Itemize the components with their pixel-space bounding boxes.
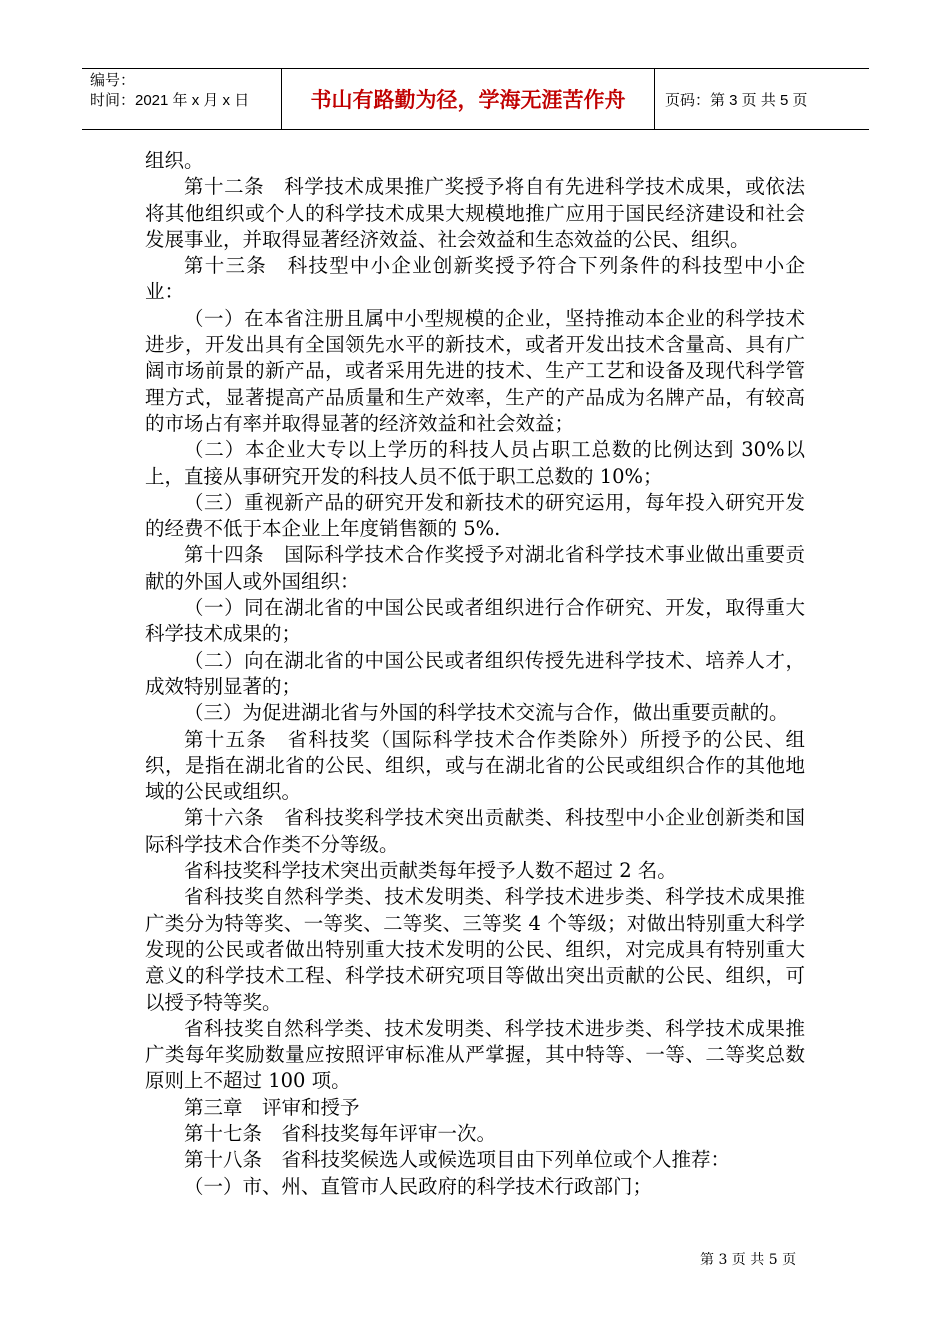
paragraph: 第十五条 省科技奖（国际科学技术合作类除外）所授予的公民、组织，是指在湖北省的公民、组织，或与在湖北省的公民或组织合作的其他地域的公民或组织。 [145,727,805,804]
paragraph: 第十八条 省科技奖候选人或候选项目由下列单位或个人推荐： [184,1148,731,1172]
paragraph: 省科技奖科学技术突出贡献类每年授予人数不超过 2 名。 [184,859,677,883]
header-page-info: 页码：第 3 页 共 5 页 [665,91,808,109]
paragraph: （一）在本省注册且属中小型规模的企业，坚持推动本企业的科学技术进步，开发出具有全国领先水平的新技术，或者开发出技术含量高、具有广阔市场前景的新产品，或者采用先进的技术、生产工艺和设备及现代科学管理方式，显著提高产品质量和生产效率，生产的产品成为名牌产品，有较高的市场占有率并取得显著的经济效益和社会效益； [145,306,805,435]
document-body [145,148,805,1200]
paragraph: （三）重视新产品的研究开发和新技术的研究运用，每年投入研究开发的经费不低于本企业上年度销售额的 5%. [145,490,805,541]
number-label: 编号： [90,72,136,89]
paragraph: 省科技奖自然科学类、技术发明类、科学技术进步类、科学技术成果推广类分为特等奖、一等奖、二等奖、三等奖 4 个等级；对做出特别重大科学发现的公民或者做出特别重大技术发明的公民、组织，对完成具有特别重大意义的科学技术工程、科学技术研究项目等做出突出贡献的公民、组织，可以授予特等奖。 [145,885,805,1014]
chapter-heading: 第三章 评审和授予 [184,1095,360,1119]
time-label: 时间：2021 年 x 月 x 日 [90,92,250,109]
paragraph: 省科技奖自然科学类、技术发明类、科学技术进步类、科学技术成果推广类每年奖励数量应按照评审标准从严掌握，其中特等、一等、二等奖总数原则上不超过 100 项。 [145,1016,805,1093]
paragraph: 第十三条 科技型中小企业创新奖授予符合下列条件的科技型中小企业： [145,254,805,304]
paragraph: （三）为促进湖北省与外国的科学技术交流与合作，做出重要贡献的。 [184,701,789,725]
header-meta [82,69,282,129]
paragraph: （二）向在湖北省的中国公民或者组织传授先进科学技术、培养人才，成效特别显著的； [145,648,805,698]
paragraph: 第十六条 省科技奖科学技术突出贡献类、科技型中小企业创新类和国际科学技术合作类不分等级。 [145,806,805,856]
paragraph: （一）市、州、直管市人民政府的科学技术行政部门； [184,1174,653,1198]
document-header [82,68,869,130]
page-footer: 第 3 页 共 5 页 [700,1252,797,1268]
header-motto: 书山有路勤为径，学海无涯苦作舟 [282,69,655,129]
paragraph: （二）本企业大专以上学历的科技人员占职工总数的比例达到 30%以上，直接从事研究开发的科技人员不低于职工总数的 10%； [145,438,805,488]
paragraph: （一）同在湖北省的中国公民或者组织进行合作研究、开发，取得重大科学技术成果的； [145,596,805,646]
paragraph: 组织。 [145,149,204,172]
paragraph: 第十四条 国际科学技术合作奖授予对湖北省科学技术事业做出重要贡献的外国人或外国组织： [145,543,805,593]
paragraph: 第十七条 省科技奖每年评审一次。 [184,1121,497,1145]
paragraph: 第十二条 科学技术成果推广奖授予将自有先进科学技术成果，或依法将其他组织或个人的科学技术成果大规模地推广应用于国民经济建设和社会发展事业，并取得显著经济效益、社会效益和生态效益的公民、组织。 [145,175,805,251]
